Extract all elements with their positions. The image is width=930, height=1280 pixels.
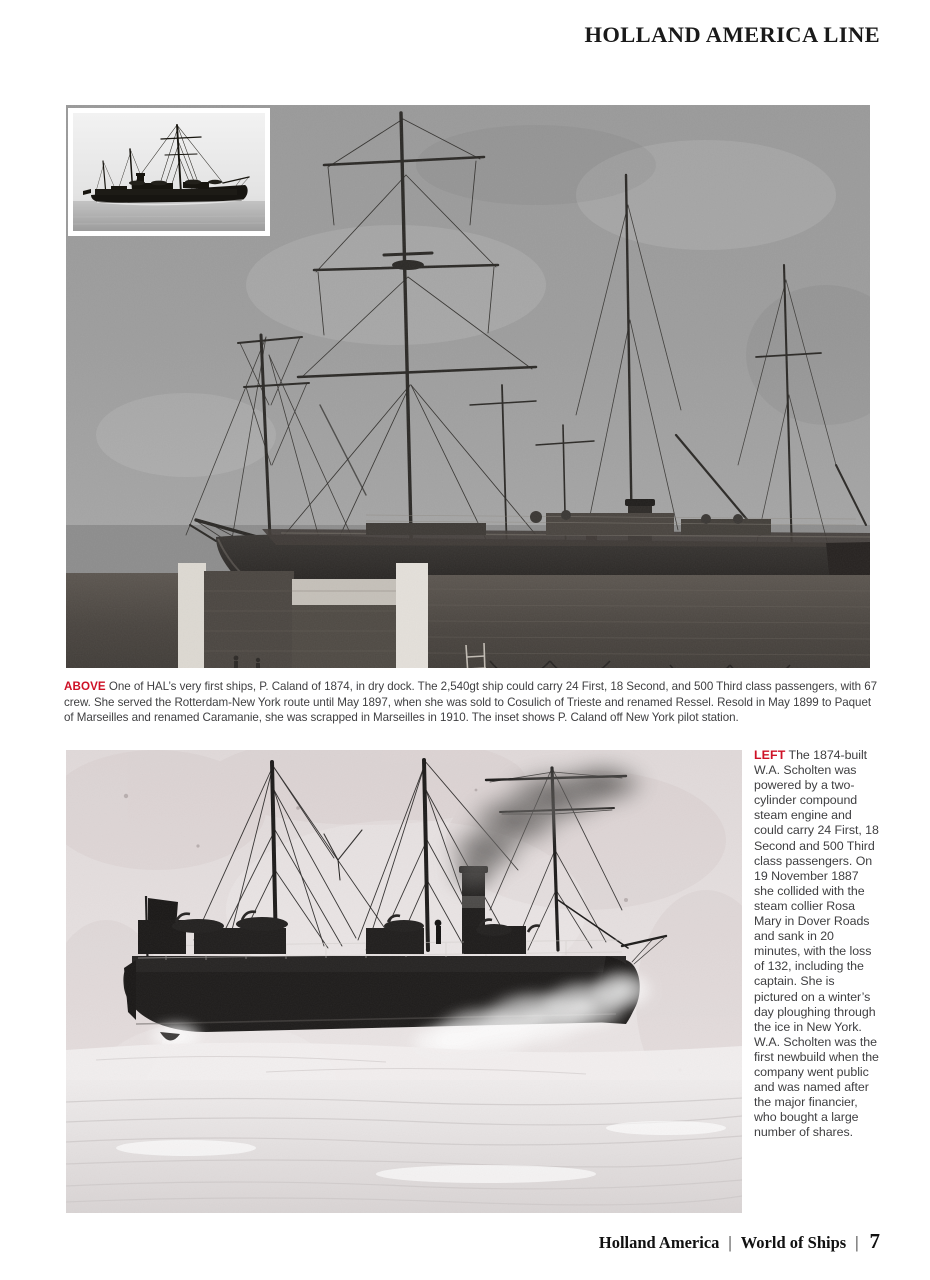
caption-above (64, 679, 882, 726)
running-head-title: HOLLAND AMERICA LINE (584, 22, 880, 47)
page-footer (599, 1229, 880, 1254)
footer-chapter: Holland America (598, 1233, 720, 1252)
footer-separator-1: | (728, 1233, 732, 1252)
footer-book-title: World of Ships (740, 1233, 847, 1252)
caption-left-lead: LEFT (754, 748, 786, 762)
inset-photo-p-caland-off-new-york (68, 108, 270, 236)
caption-above-text: One of HAL’s very first ships, P. Caland of 1874, in dry dock. The 2,540gt ship could carry 24 First, 18 Second, and 500 Third class passengers, with 67 crew. She served the Rotterdam-New York route until May 1897, when she was sold to Cosulich of Trieste and renamed Ressel. Resold in May 1899 to Paquet of Marseilles and renamed Caramanie, she was scrapped in Marseilles in 1910. The inset shows P. Caland off New York pilot station. (64, 680, 878, 725)
caption-left-text: The 1874-built W.A. Scholten was powered by a two-cylinder compound steam engine and could carry 24 First, 18 Second and 500 Third class passengers. On 19 November 1887 she collided with the steam collier Rosa Mary in Dover Roads and sank in 20 minutes, with the loss of 132, including the captain. She is pictured on a winter’s day ploughing through the ice in New York. W.A. Scholten was the first newbuild when the company went public and was named after the major financier, who bought a large number of shares. (754, 748, 879, 1140)
caption-above-lead: ABOVE (64, 680, 106, 693)
lower-photo-illustration (66, 750, 742, 1213)
footer-separator-2: | (855, 1233, 859, 1252)
lower-photo-wa-scholten-in-ice (66, 750, 742, 1213)
inset-photo-illustration (73, 113, 265, 231)
footer-page-number: 7 (869, 1229, 880, 1253)
caption-left (754, 748, 880, 1140)
